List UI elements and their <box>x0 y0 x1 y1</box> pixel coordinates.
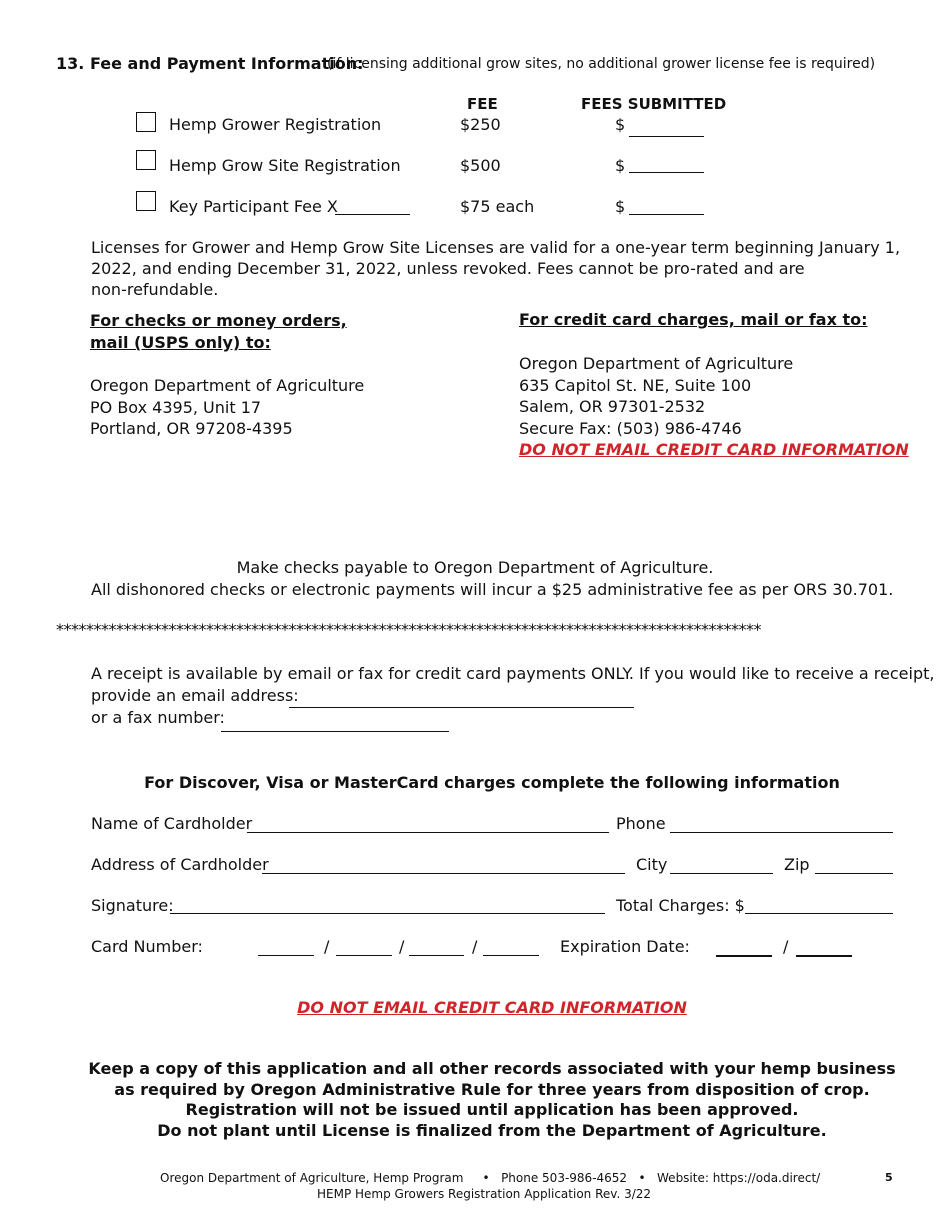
fee-row-amount: $75 each <box>460 197 535 216</box>
fee-row-label: Hemp Grow Site Registration <box>169 156 401 175</box>
credit-warning: DO NOT EMAIL CREDIT CARD INFORMATION <box>519 440 909 459</box>
cardholder-address-input[interactable] <box>262 857 625 874</box>
payable-line2: All dishonored checks or electronic payments will incur a $25 administrative fee as per ORS 30.701. <box>91 580 894 599</box>
hemp-grower-checkbox[interactable] <box>136 112 156 132</box>
fees-submitted-header: FEES SUBMITTED <box>581 95 727 113</box>
total-charges-label: Total Charges: $ <box>616 896 745 915</box>
currency-sign: $ <box>615 156 626 175</box>
asterisk-divider: ********************************************************************************************** <box>56 620 761 639</box>
fee-row-label: Hemp Grower Registration <box>169 115 382 134</box>
fee-row-label: Key Participant Fee X <box>169 197 338 216</box>
card-number-group-3-input[interactable] <box>409 939 464 956</box>
checks-heading: For checks or money orders, mail (USPS only) to: <box>90 311 347 352</box>
section-note: (if licensing additional grow sites, no additional grower license fee is required) <box>327 56 876 72</box>
card-number-group-2-input[interactable] <box>336 939 392 956</box>
slash: / <box>399 937 405 956</box>
city-label: City <box>636 855 668 874</box>
fee-row-amount: $500 <box>460 156 501 175</box>
retention-notice: Keep a copy of this application and all other records associated with your hemp business as required by Oregon Administrative Rule for three years from disposition of crop. Registration will not be issued until application has been approved. Do not plant until License is finalized from the Department of Agriculture. <box>88 1059 896 1140</box>
expiration-year-input[interactable] <box>796 939 852 957</box>
slash: / <box>472 937 478 956</box>
receipt-email-input[interactable] <box>289 691 634 708</box>
zip-input[interactable] <box>815 857 893 874</box>
signature-input[interactable] <box>170 897 605 914</box>
grow-site-fee-submitted-input[interactable] <box>629 156 704 173</box>
expiration-label: Expiration Date: <box>560 937 690 956</box>
currency-sign: $ <box>615 115 626 134</box>
credit-address: Oregon Department of Agriculture 635 Capitol St. NE, Suite 100 Salem, OR 97301-2532 Secure Fax: (503) 986-4746 DO NOT EMAIL CREDIT CARD INFORMATION <box>519 354 909 459</box>
fax-label: or a fax number: <box>91 708 225 727</box>
signature-label: Signature: <box>91 896 174 915</box>
expiration-month-input[interactable] <box>716 939 772 957</box>
cardholder-name-label: Name of Cardholder <box>91 814 253 833</box>
card-number-group-4-input[interactable] <box>483 939 539 956</box>
currency-sign: $ <box>615 197 626 216</box>
cardholder-name-input[interactable] <box>247 816 609 833</box>
section-number: 13. <box>56 54 85 73</box>
credit-heading: For credit card charges, mail or fax to: <box>519 310 868 329</box>
slash: / <box>324 937 330 956</box>
card-number-label: Card Number: <box>91 937 203 956</box>
fee-header: FEE <box>467 95 498 113</box>
checks-address: Oregon Department of Agriculture PO Box 4395, Unit 17 Portland, OR 97208-4395 <box>90 376 365 438</box>
license-term-text: Licenses for Grower and Hemp Grow Site Licenses are valid for a one-year term beginning January 1, 2022, and ending December 31, 2022, unless revoked. Fees cannot be pro-rated and are non-refundable. <box>91 238 901 299</box>
cardholder-address-label: Address of Cardholder <box>91 855 269 874</box>
card-form-heading: For Discover, Visa or MasterCard charges complete the following information <box>144 773 840 792</box>
footer-form-id: HEMP Hemp Growers Registration Application Rev. 3/22 <box>317 1187 652 1201</box>
fee-row-amount: $250 <box>460 115 501 134</box>
grower-fee-submitted-input[interactable] <box>629 120 704 137</box>
grow-site-checkbox[interactable] <box>136 150 156 170</box>
page-number: 5 <box>885 1171 893 1184</box>
card-number-group-1-input[interactable] <box>258 939 314 956</box>
key-participant-checkbox[interactable] <box>136 191 156 211</box>
slash: / <box>783 937 789 956</box>
receipt-text: A receipt is available by email or fax for credit card payments ONLY. If you would like to receive a receipt, <box>91 664 935 683</box>
payable-line1: Make checks payable to Oregon Department of Agriculture. <box>236 558 714 577</box>
key-participant-fee-submitted-input[interactable] <box>629 198 704 215</box>
city-input[interactable] <box>670 857 773 874</box>
phone-label: Phone <box>616 814 666 833</box>
key-participant-count-input[interactable] <box>335 198 410 215</box>
footer-contact: Oregon Department of Agriculture, Hemp Program • Phone 503-986-4652 • Website: https://oda.direct/ <box>160 1171 821 1185</box>
zip-label: Zip <box>784 855 810 874</box>
phone-input[interactable] <box>670 816 893 833</box>
section-title: Fee and Payment Information: <box>90 54 364 73</box>
total-charges-input[interactable] <box>745 897 893 914</box>
bottom-warning: DO NOT EMAIL CREDIT CARD INFORMATION <box>297 998 687 1017</box>
email-label: provide an email address: <box>91 686 299 705</box>
receipt-fax-input[interactable] <box>221 715 449 732</box>
